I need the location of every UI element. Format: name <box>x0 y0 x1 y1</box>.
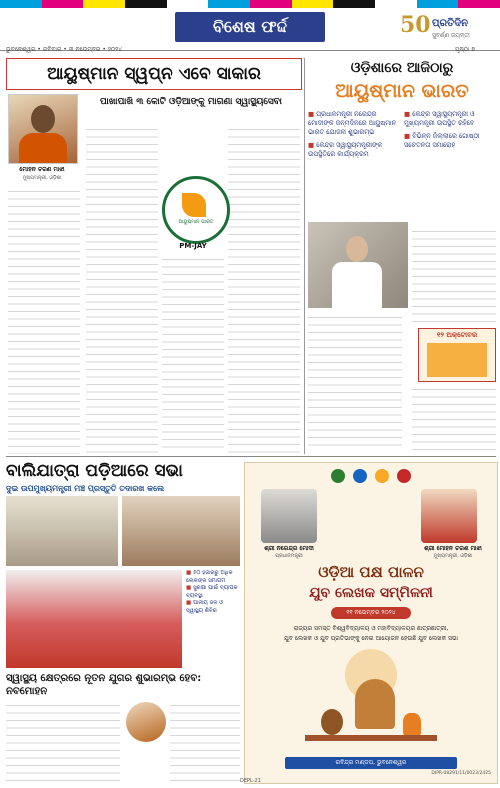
column-divider <box>304 58 305 454</box>
bullet-item: ■ ପାନୀୟ ଜଳ ଓ ସ୍ୱାସ୍ଥ୍ୟ ଶିବିର <box>186 600 240 615</box>
story4-portrait <box>126 702 166 742</box>
writer-illustration <box>305 649 437 749</box>
masthead <box>0 8 500 51</box>
story2-headline-top: ଓଡ଼ିଶାରେ ଆଜିଠାରୁ <box>350 60 454 76</box>
emblem-icon <box>353 469 367 483</box>
bullet-item: ■ କେନ୍ଦ୍ର ସ୍ୱାସ୍ଥ୍ୟମନ୍ତ୍ରୀଙ୍କ ଉପସ୍ଥିତିରେ କାର୍ଯ୍ୟକ୍ରମ <box>308 141 402 159</box>
story-baliyatra <box>6 460 240 788</box>
illustration-figure <box>355 679 395 729</box>
story2-bullets-left <box>308 110 402 159</box>
story2-body-a <box>308 312 402 452</box>
story2-photo <box>308 222 408 308</box>
illustration-ground <box>305 735 437 741</box>
bullet-item: ■ କେନ୍ଦ୍ର ସ୍ୱାସ୍ଥ୍ୟମନ୍ତ୍ରୀ ଓ ମୁଖ୍ୟମନ୍ତ୍ରୀ ଉପସ୍ଥିତ ରହିବେ <box>404 110 496 128</box>
story2-body-c <box>412 384 496 452</box>
horizontal-rule <box>6 456 496 457</box>
cm-role: ମୁଖ୍ୟମନ୍ତ୍ରୀ, ଓଡ଼ିଶା <box>433 553 473 559</box>
story1-subhead: ପାଖାପାଖି ୩ କୋଟି ଓଡ଼ିଆଙ୍କୁ ମାଗଣା ସ୍ୱାସ୍ଥ୍ୟସେବା <box>100 97 282 107</box>
byline-role: ମୁଖ୍ୟମନ୍ତ୍ରୀ, ଓଡ଼ିଶା <box>22 175 62 181</box>
advert-line1: ରାଜ୍ୟର ସମସ୍ତ ବିଶ୍ୱବିଦ୍ୟାଳୟ ଓ ମହାବିଦ୍ୟାଳୟର ଛାତ୍ରଛାତ୍ରୀ, <box>293 625 449 632</box>
bullet-item: ■ ବିଭିନ୍ନ ଜିଲ୍ଲାରେ ଗୋଷ୍ଠୀ ସଚେତନତା ସମାରୋହ <box>404 132 496 150</box>
portrait-body <box>19 133 67 163</box>
byline-photo <box>8 94 78 164</box>
dateline: ଭୁବନେଶ୍ୱର • ରବିବାର • ୩ ନଭେମ୍ବର • ୨୦୨୪ <box>6 46 122 53</box>
logo-text: ଆୟୁଷ୍ମାନ ଭାରତ <box>178 219 214 225</box>
byline-name: ମୋହନ ଚରଣ ମାଝୀ <box>19 166 65 173</box>
portrait-face <box>31 105 55 133</box>
sidebar-card <box>427 343 487 377</box>
story1-body-col2b <box>162 254 224 454</box>
story3-photo-3 <box>6 570 182 668</box>
bullet-item: ■ ପ୍ରଧାନମନ୍ତ୍ରୀ ନରେନ୍ଦ୍ର ମୋଦୀଙ୍କ ଜନ୍ମଦିନରେ ଆୟୁଷ୍ମାନ ଭାରତ ଯୋଜନା ଶୁଭାରମ୍ଭ <box>308 110 402 137</box>
advert-odia-pakhya <box>244 462 498 784</box>
brand-sub: ସୁବର୍ଣ୍ଣ ଜୟନ୍ତୀ <box>432 32 470 39</box>
story1-body-col1 <box>8 186 80 454</box>
pm-photo <box>261 489 317 543</box>
bullet-item: ■ ସୁରକ୍ଷା ପାଇଁ ବ୍ୟାପକ ବ୍ୟବସ୍ଥା <box>186 585 240 600</box>
story4-headline: ସ୍ୱାସ୍ଥ୍ୟ କ୍ଷେତ୍ରରେ ନୂତନ ଯୁଗର ଶୁଭାରମ୍ଭ ହେବ: ନବମୋହନ <box>6 673 202 697</box>
story1-body-col2 <box>86 124 158 454</box>
advert-venue: ରବିନ୍ଦ୍ର ମଣ୍ଡପ, ଭୁବନେଶ୍ୱର <box>285 757 457 769</box>
story2-bullets-right <box>404 110 496 150</box>
story-ayushman-odisha <box>308 58 496 454</box>
story3-subhead: ଦୁଇ ଉପମୁଖ୍ୟମନ୍ତ୍ରୀ ମଞ୍ଚ ପ୍ରସ୍ତୁତି ତଦାରଖ କଲେ <box>6 484 165 493</box>
story4-body-col2 <box>170 700 240 782</box>
advert-title: ଯୁବ ଲେଖକ ସମ୍ମିଳନୀ <box>309 585 433 601</box>
emblem-icon <box>331 469 345 483</box>
pm-role: ପ୍ରଧାନମନ୍ତ୍ରୀ <box>275 553 303 559</box>
page-number: ପୃଷ୍ଠା ୭ <box>455 46 475 53</box>
story1-headline-box <box>6 58 302 90</box>
emblem-icon <box>375 469 389 483</box>
sidebar-date: ୧୨ ଅକ୍ଟୋବର <box>436 331 478 339</box>
emblem-icon <box>397 469 411 483</box>
cm-name: ଶ୍ରୀ ମୋହନ ଚରଣ ମାଝୀ <box>424 545 482 552</box>
advert-date: ୧୧ ନଭେମ୍ବର ୨୦୨୪ <box>346 609 396 616</box>
bullet-item: ■ ୫୦ ହଜାରରୁ ଅଧିକ ଲୋକଙ୍କ ସମାଗମ <box>186 570 240 585</box>
advert-date-pill <box>331 607 411 619</box>
cm-photo <box>421 489 477 543</box>
registration-strip <box>0 0 500 8</box>
section-title: ବିଶେଷ ଫର୍ଦ୍ଦ <box>175 12 325 42</box>
advert-banner: ଓଡ଼ିଆ ପକ୍ଷ ପାଳନ <box>318 563 424 581</box>
footer-code-left: DEPL-21 <box>240 778 261 784</box>
story3-bullets <box>186 570 240 615</box>
story1-headline: ଆୟୁଷ୍ମାନ ସ୍ୱପ୍ନ ଏବେ ସାକାର <box>47 64 261 84</box>
story3-photo-1 <box>6 496 118 566</box>
story3-photo-2 <box>122 496 240 566</box>
photo-person-head <box>346 236 368 262</box>
advert-line2: ଯୁବ ଲେଖକ ଓ ଯୁବ ପ୍ରତିଭାଙ୍କୁ ନେଇ ଆୟୋଜନ ହେଉଛି ଯୁବ ଲେଖକ ସଭା <box>284 635 458 642</box>
story1-body-col3 <box>228 124 300 454</box>
story2-body-b <box>412 226 496 326</box>
story3-headline: ବାଲିଯାତ୍ରା ପଡ଼ିଆରେ ସଭା <box>6 461 183 481</box>
story-ayushman-dream <box>6 58 302 454</box>
logo-sub: PM-JAY <box>179 242 207 250</box>
ayushman-logo <box>162 176 230 244</box>
illustration-pot <box>321 709 343 735</box>
photo-person-body <box>332 262 382 308</box>
illustration-lamp <box>403 713 421 735</box>
story2-headline-main: ଆୟୁଷ୍ମାନ ଭାରତ <box>335 80 469 102</box>
brand-logo <box>400 12 492 46</box>
sidebar-box <box>418 328 496 382</box>
brand-name: ପ୍ରତିଦିନ <box>432 18 468 29</box>
pm-name: ଶ୍ରୀ ନରେନ୍ଦ୍ର ମୋଦୀ <box>264 545 314 552</box>
advert-footer-code: DIPR-08291/11/0023/2425 <box>431 771 491 776</box>
brand-number: 50 <box>400 12 431 38</box>
logo-leaf-icon <box>182 193 206 217</box>
advert-logos <box>255 469 487 485</box>
story4-body-col1 <box>6 700 120 782</box>
